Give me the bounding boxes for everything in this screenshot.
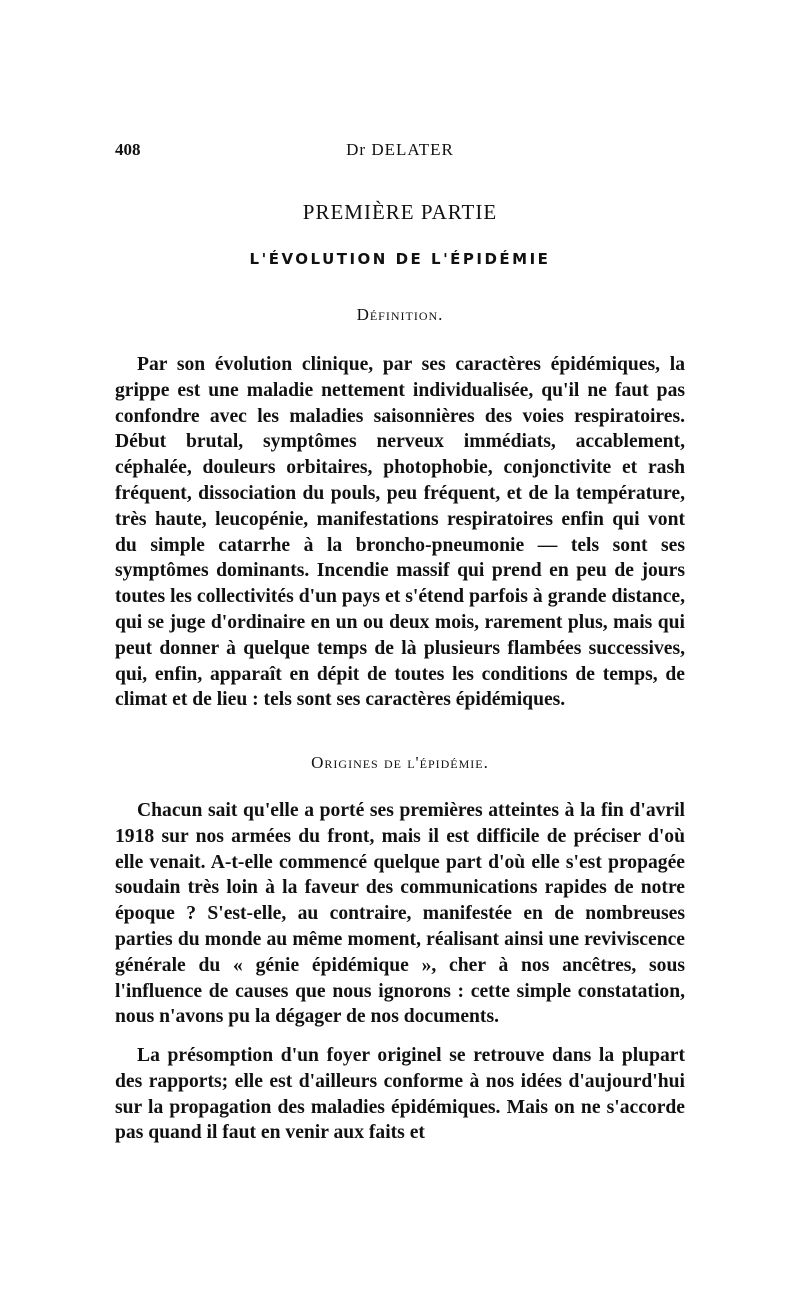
part-title: PREMIÈRE PARTIE	[302, 200, 498, 224]
running-head	[115, 140, 685, 164]
definition-paragraph: Par son évolution clinique, par ses caractères épidémiques, la grippe est une maladie nettement individualisée, qu'il ne faut pas confondre avec les maladies saisonnières des voies respiratoires. Début brutal, symptômes nerveux immédiats, accablement, céphalée, douleurs orbitaires, photophobie, conjonctivite et rash fréquent, dissociation du pouls, peu fréquent, et de la température, très haute, leucopénie, manifestations respiratoires enfin qui vont du simple catarrhe à la broncho-pneumonie — tels sont ses symptômes dominants. Incendie massif qui prend en peu de jours toutes les collectivités d'un pays et s'étend parfois à grande distance, qui se juge d'ordinaire en un ou deux mois, rarement plus, mais qui peut donner à quelque temps de là plusieurs flambées successives, qui, enfin, apparaît en dépit de toutes les conditions de temps, de climat et de lieu : tels sont ses caractères épidémiques.	[115, 354, 685, 711]
section-title: L'ÉVOLUTION DE L'ÉPIDÉMIE	[249, 250, 551, 268]
origins-paragraph-1: Chacun sait qu'elle a porté ses premières atteintes à la fin d'avril 1918 sur nos armées du front, mais il est difficile de préciser d'où elle venait. A-t-elle commencé quelque part d'où elle s'est propagée soudain très loin à la faveur des communications rapides de notre époque ? S'est-elle, au contraire, manifestée en de nombreuses parties du monde au même moment, réalisant ainsi une reviviscence générale du « génie épidémique », cher à nos ancêtres, sous l'influence de causes que nous ignorons : cette simple constatation, nous n'avons pu la dégager de nos documents.	[115, 800, 685, 1028]
origins-paragraph-2: La présomption d'un foyer originel se retrouve dans la plupart des rapports; elle est d'ailleurs conforme à nos idées d'aujourd'hui sur la propagation des maladies épidémiques. Mais on ne s'accorde pas quand il faut en venir aux faits et	[115, 1045, 685, 1144]
origins-heading: Origines de l'épidémie.	[311, 753, 489, 772]
definition-heading: Définition.	[356, 305, 444, 324]
page-number: 408	[115, 140, 141, 159]
running-head-author: Dr DELATER	[346, 140, 454, 159]
